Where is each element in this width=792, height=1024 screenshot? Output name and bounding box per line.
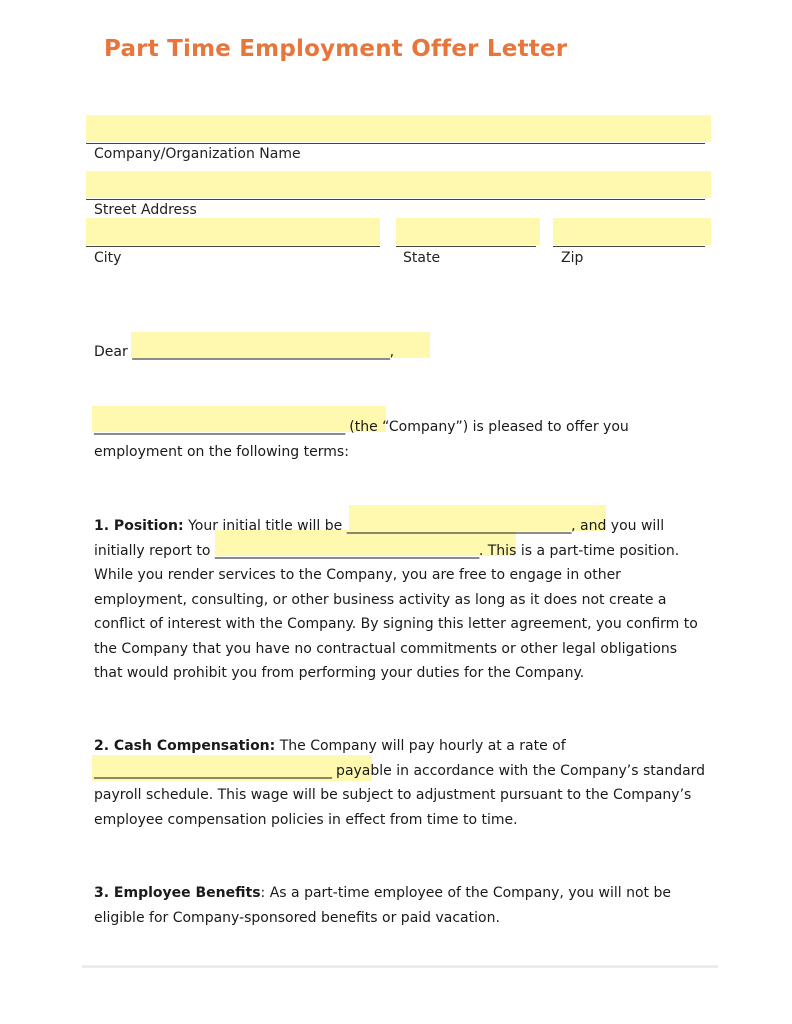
company-name-field[interactable] bbox=[86, 115, 711, 142]
state-field[interactable] bbox=[396, 218, 540, 245]
compensation-section bbox=[94, 734, 706, 832]
city-line bbox=[86, 246, 380, 247]
zip-field[interactable] bbox=[553, 218, 711, 245]
compensation-text-2: payable in accordance with the Company’s standard payroll schedule. This wage will be subject to adjustment pursuant to the Company’s employee compensation policies in effect from time to time. bbox=[94, 762, 706, 828]
recipient-name-blank: _______________________________________, bbox=[132, 344, 394, 360]
company-blank: ______________________________________ bbox=[94, 419, 345, 435]
position-text-2: , and you will initially report to bbox=[94, 518, 665, 559]
company-name-label: Company/Organization Name bbox=[94, 146, 301, 162]
benefits-heading: 3. Employee Benefits bbox=[94, 885, 261, 901]
city-label: City bbox=[94, 250, 122, 266]
state-line bbox=[396, 246, 536, 247]
intro-paragraph bbox=[94, 415, 706, 464]
street-address-field[interactable] bbox=[86, 171, 711, 198]
hourly-rate-blank: ____________________________________ bbox=[94, 762, 332, 779]
street-address-line bbox=[86, 199, 705, 200]
zip-line bbox=[553, 246, 705, 247]
street-address-label: Street Address bbox=[94, 202, 197, 218]
benefits-text: : As a part-time employee of the Company, you will not be eligible for Company-sponsored benefits or paid vacation. bbox=[94, 885, 671, 926]
position-section bbox=[94, 514, 706, 686]
city-field[interactable] bbox=[86, 218, 380, 245]
intro-text: (the “Company”) is pleased to offer you employment on the following terms: bbox=[94, 419, 629, 460]
salutation bbox=[94, 340, 706, 365]
compensation-heading: 2. Cash Compensation: bbox=[94, 738, 276, 754]
zip-label: Zip bbox=[561, 250, 584, 266]
state-label: State bbox=[403, 250, 441, 266]
position-text-3: . This is a part-time position. While you render services to the Company, you are free to engage in other employment, consulting, or other business activity as long as it does not create a conflict of interest with the Company. By signing this letter agreement, you confirm to the Company that you have no contractual commitments or other legal obligations that would prohibit you from performing your duties for the Company. bbox=[94, 542, 698, 681]
job-title-blank: __________________________________ bbox=[346, 518, 572, 534]
compensation-text-1: The Company will pay hourly at a rate of bbox=[275, 738, 566, 754]
company-name-line bbox=[86, 143, 705, 144]
benefits-section bbox=[94, 881, 706, 930]
position-text-1: Your initial title will be bbox=[183, 518, 347, 534]
document-title: Part Time Employment Offer Letter bbox=[104, 36, 568, 62]
report-to-blank: ________________________________________ bbox=[214, 542, 479, 559]
position-heading: 1. Position: bbox=[94, 518, 184, 534]
salutation-dear: Dear bbox=[94, 344, 128, 360]
page-footer-divider bbox=[82, 965, 718, 968]
